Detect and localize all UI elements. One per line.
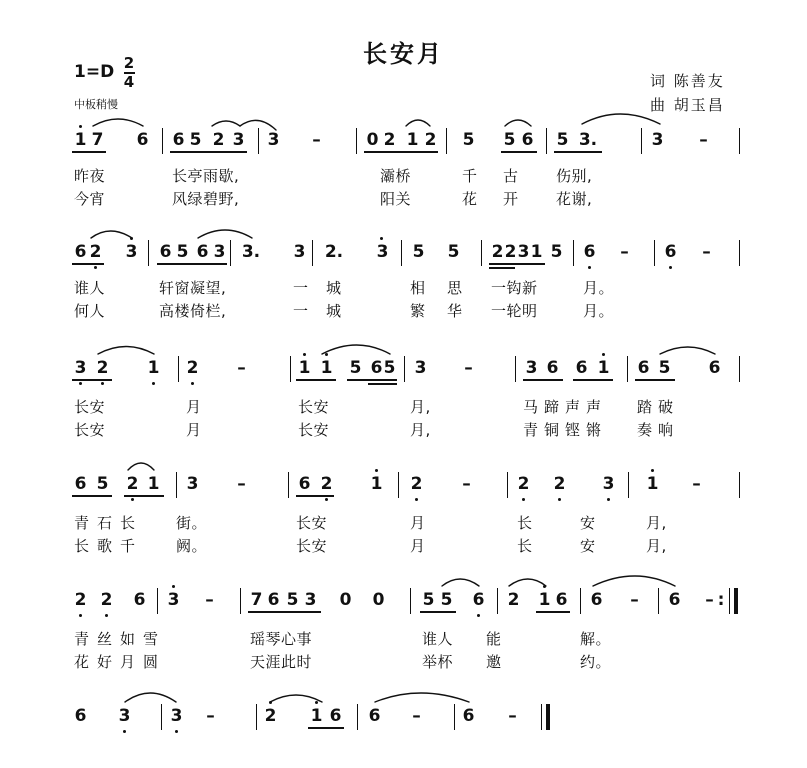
lyric: 街。	[176, 514, 208, 532]
note: 5	[383, 358, 396, 378]
note: 0	[339, 590, 352, 610]
lyric: 今宵	[74, 190, 106, 208]
note: 1	[320, 358, 333, 378]
note: 1	[530, 242, 543, 262]
note: 6	[664, 242, 677, 262]
lyric: 一钩新	[491, 279, 538, 297]
note: 6	[136, 130, 149, 150]
note: 5	[422, 590, 435, 610]
lyric: 踏破	[637, 398, 680, 416]
note: 2	[491, 242, 504, 262]
lyric: 长安	[298, 398, 330, 416]
note: 3	[602, 474, 615, 494]
note: 3	[170, 706, 183, 726]
note: 2	[504, 242, 517, 262]
note: –	[237, 474, 246, 494]
time-signature-top: 2	[123, 54, 135, 72]
note: –	[206, 706, 215, 726]
note: 6	[172, 130, 185, 150]
lyric: 一	[293, 302, 309, 320]
composer-credit: 曲 胡玉昌	[650, 96, 725, 114]
note: 6	[370, 358, 383, 378]
lyric: 城	[326, 279, 342, 297]
note: 6	[298, 474, 311, 494]
lyric: 昨夜	[74, 167, 106, 185]
lyric: 能	[486, 630, 502, 648]
note: –	[692, 474, 701, 494]
lyric: 城	[326, 302, 342, 320]
note: 2	[264, 706, 277, 726]
repeat-sign: :	[717, 590, 725, 610]
lyric: 奏响	[637, 421, 680, 439]
note: 2	[96, 358, 109, 378]
lyric: 青丝如雪	[74, 630, 167, 648]
lyric: 思	[447, 279, 463, 297]
lyric: 月。	[583, 279, 615, 297]
lyric: 月,	[410, 398, 431, 416]
note: 3	[651, 130, 664, 150]
note: 6	[196, 242, 209, 262]
note: 3	[186, 474, 199, 494]
lyric: 华	[447, 302, 463, 320]
note: 1	[538, 590, 551, 610]
note: 1	[147, 474, 160, 494]
lyric: 千	[462, 167, 478, 185]
note: 2	[553, 474, 566, 494]
note: –	[705, 590, 714, 610]
time-signature	[122, 56, 136, 90]
note: 3	[118, 706, 131, 726]
lyric: 月,	[646, 514, 667, 532]
lyric: 繁	[410, 302, 426, 320]
lyric: 长	[517, 514, 533, 532]
note: 0	[372, 590, 385, 610]
note: 6	[267, 590, 280, 610]
lyric: 长	[517, 537, 533, 555]
note: 5	[189, 130, 202, 150]
lyric: 安	[580, 514, 596, 532]
note: 5	[556, 130, 569, 150]
note: 1	[406, 130, 419, 150]
note: 3.	[578, 130, 598, 150]
lyric: 举杯	[422, 653, 454, 671]
lyric: 青铜铿锵	[523, 421, 608, 439]
note: –	[462, 474, 471, 494]
lyric: 轩窗凝望,	[159, 279, 227, 297]
lyric: 一	[293, 279, 309, 297]
note: 6	[74, 706, 87, 726]
note: 3	[125, 242, 138, 262]
note: 5	[503, 130, 516, 150]
note: 1	[646, 474, 659, 494]
note: 0	[366, 130, 379, 150]
note: –	[620, 242, 629, 262]
note: –	[412, 706, 421, 726]
note: 7	[91, 130, 104, 150]
lyric: 谁人	[422, 630, 454, 648]
note: –	[237, 358, 246, 378]
note: 5	[447, 242, 460, 262]
note: 6	[546, 358, 559, 378]
note: 1	[370, 474, 383, 494]
lyric: 解。	[580, 630, 612, 648]
note: 1	[74, 130, 87, 150]
lyric: 安	[580, 537, 596, 555]
lyric: 相	[410, 279, 426, 297]
lyric: 月	[186, 398, 202, 416]
lyric: 长安	[296, 537, 328, 555]
lyric: 长安	[298, 421, 330, 439]
note: –	[630, 590, 639, 610]
note: –	[508, 706, 517, 726]
key-signature: 1=D	[74, 62, 115, 82]
lyric: 长安	[74, 398, 106, 416]
note: 6	[368, 706, 381, 726]
note: 2	[517, 474, 530, 494]
note: 6	[637, 358, 650, 378]
note: 6	[159, 242, 172, 262]
note: 5	[176, 242, 189, 262]
note: 2	[100, 590, 113, 610]
note: 2	[186, 358, 199, 378]
note: 6	[521, 130, 534, 150]
note: 3	[167, 590, 180, 610]
lyric: 花	[462, 190, 478, 208]
lyric: 古	[503, 167, 519, 185]
note: –	[464, 358, 473, 378]
note: 5	[658, 358, 671, 378]
note: 3	[232, 130, 245, 150]
note: 6	[708, 358, 721, 378]
note: 1	[597, 358, 610, 378]
note: –	[312, 130, 321, 150]
lyricist-credit: 词 陈善友	[650, 72, 725, 90]
lyric: 何人	[74, 302, 106, 320]
lyric: 开	[503, 190, 519, 208]
note: 1	[310, 706, 323, 726]
lyric: 高楼倚栏,	[159, 302, 227, 320]
note: 6	[329, 706, 342, 726]
note: 5	[96, 474, 109, 494]
tempo-marking: 中板稍慢	[74, 98, 118, 111]
note: 3	[304, 590, 317, 610]
note: –	[699, 130, 708, 150]
note: –	[205, 590, 214, 610]
note: 2	[74, 590, 87, 610]
lyric: 灞桥	[380, 167, 412, 185]
lyric: 谁人	[74, 279, 106, 297]
note: 2	[507, 590, 520, 610]
lyric: 阳关	[380, 190, 412, 208]
lyric: 马蹄声声	[523, 398, 608, 416]
note: 6	[590, 590, 603, 610]
note: 6	[74, 474, 87, 494]
note: 1	[147, 358, 160, 378]
note: 6	[555, 590, 568, 610]
note: 3	[267, 130, 280, 150]
note: 3	[376, 242, 389, 262]
note: 5	[286, 590, 299, 610]
time-signature-bottom: 4	[123, 72, 135, 91]
lyric: 花好月圆	[74, 653, 167, 671]
lyric: 月	[410, 514, 426, 532]
lyric: 青石长	[74, 514, 144, 532]
note: 5	[440, 590, 453, 610]
song-title: 长安月	[363, 39, 444, 68]
lyric: 花谢,	[556, 190, 593, 208]
note: 2.	[324, 242, 344, 262]
note: 3	[293, 242, 306, 262]
note: 5	[412, 242, 425, 262]
lyric: 一轮明	[491, 302, 538, 320]
note: 2	[126, 474, 139, 494]
lyric: 风绿碧野,	[172, 190, 240, 208]
lyric: 月	[410, 537, 426, 555]
note: 3	[517, 242, 530, 262]
note: 2	[424, 130, 437, 150]
note: 3.	[241, 242, 261, 262]
note: 6	[133, 590, 146, 610]
note: 2	[212, 130, 225, 150]
note: 5	[550, 242, 563, 262]
lyric: 阙。	[176, 537, 208, 555]
lyric: 月,	[410, 421, 431, 439]
note: 2	[410, 474, 423, 494]
note: 7	[250, 590, 263, 610]
lyric: 长安	[296, 514, 328, 532]
note: 6	[472, 590, 485, 610]
lyric: 长亭雨歇,	[172, 167, 240, 185]
lyric: 瑶琴心事	[250, 630, 313, 648]
lyric: 长安	[74, 421, 106, 439]
note: 5	[462, 130, 475, 150]
note: 5	[349, 358, 362, 378]
lyric: 月,	[646, 537, 667, 555]
lyric: 长歌千	[74, 537, 144, 555]
lyric: 天涯此时	[250, 653, 313, 671]
note: 6	[583, 242, 596, 262]
note: 3	[414, 358, 427, 378]
note: 6	[575, 358, 588, 378]
note: 6	[462, 706, 475, 726]
lyric: 约。	[580, 653, 612, 671]
lyric: 伤别,	[556, 167, 593, 185]
note: 2	[320, 474, 333, 494]
note: 3	[74, 358, 87, 378]
note: 2	[89, 242, 102, 262]
lyric: 邀	[486, 653, 502, 671]
note: 2	[383, 130, 396, 150]
note: 3	[213, 242, 226, 262]
lyric: 月。	[583, 302, 615, 320]
note: –	[702, 242, 711, 262]
note: 6	[74, 242, 87, 262]
note: 3	[525, 358, 538, 378]
lyric: 月	[186, 421, 202, 439]
note: 1	[298, 358, 311, 378]
note: 6	[668, 590, 681, 610]
